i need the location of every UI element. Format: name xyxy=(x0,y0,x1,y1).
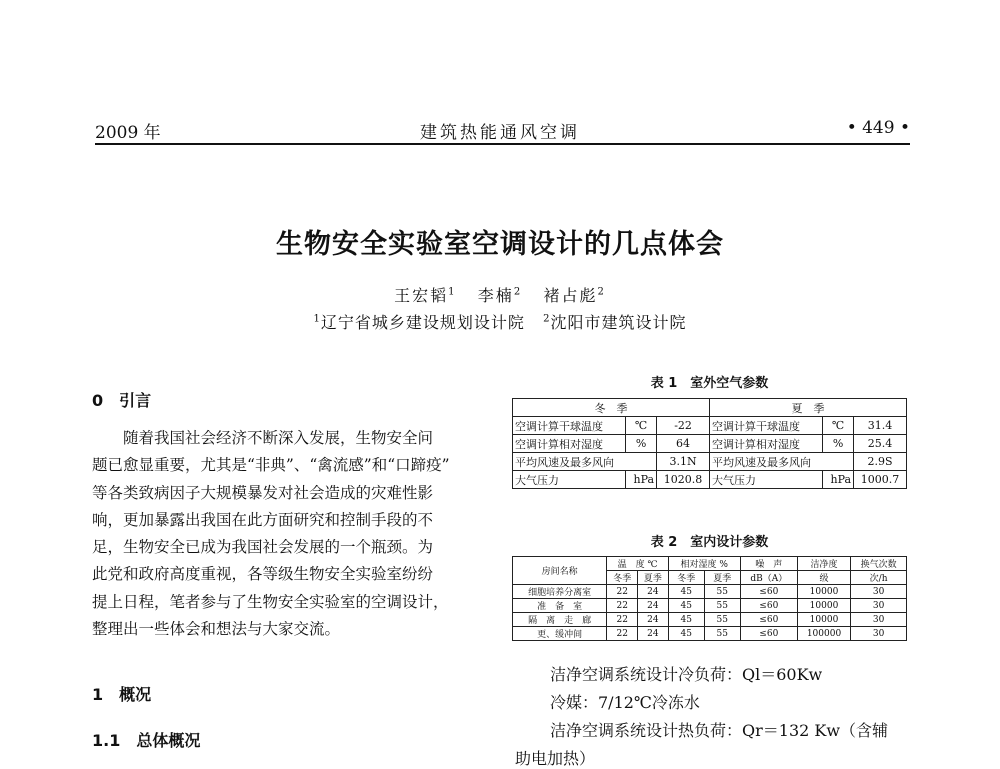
table-cell: 22 xyxy=(607,585,638,599)
table-cell: 30 xyxy=(851,613,907,627)
table-cell: 平均风速及最多风向 xyxy=(709,453,853,471)
table-head-room: 房间名称 xyxy=(513,557,607,585)
table-cell: 64 xyxy=(657,435,710,453)
table-cell: 更、缓冲间 xyxy=(513,627,607,641)
table-cell: ≤60 xyxy=(740,613,797,627)
table-head-summer: 夏季 xyxy=(638,571,669,585)
table-cell: hPa xyxy=(626,471,657,489)
table-head-winter: 冬季 xyxy=(668,571,704,585)
intro-line: 提上日程，笔者参与了生物安全实验室的空调设计， xyxy=(92,592,449,611)
header-journal: 建筑热能通风空调 xyxy=(420,123,580,143)
table-head-rh: 相对湿度 % xyxy=(668,557,740,571)
table-cell: 30 xyxy=(851,627,907,641)
table-cell: 1000.7 xyxy=(854,471,907,489)
table-cell: 平均风速及最多风向 xyxy=(513,453,657,471)
table-cell: 24 xyxy=(638,599,669,613)
affiliation-2: 沈阳市建筑设计院 xyxy=(550,313,687,332)
table-cell: 45 xyxy=(668,585,704,599)
table-cell: 45 xyxy=(668,599,704,613)
table-cell: 55 xyxy=(704,599,740,613)
header-rule xyxy=(95,143,910,145)
section-1-heading: 1 概况 xyxy=(92,685,152,704)
table-header-row xyxy=(513,557,907,571)
table-cell: 10000 xyxy=(797,613,850,627)
table-cell: 55 xyxy=(704,613,740,627)
table-cell: 100000 xyxy=(797,627,850,641)
table-cell: 25.4 xyxy=(854,435,907,453)
heating-load-line: 洁净空调系统设计热负荷：Qr＝132 Kw（含辅 xyxy=(550,721,889,740)
table-row xyxy=(513,627,907,641)
table-head-clean-unit: 级 xyxy=(797,571,850,585)
table-head-noise: 噪 声 xyxy=(740,557,797,571)
table-cell: 细胞培养分离室 xyxy=(513,585,607,599)
header-page: • 449 • xyxy=(846,118,910,138)
intro-line: 随着我国社会经济不断深入发展，生物安全问 xyxy=(123,429,434,447)
intro-line: 题已愈显重要，尤其是“非典”、“禽流感”和“口蹄疫” xyxy=(92,456,450,475)
table-cell: 大气压力 xyxy=(513,471,626,489)
intro-line: 此党和政府高度重视，各等级生物安全实验室纷纷 xyxy=(92,565,434,584)
table-head-temp: 温 度 ℃ xyxy=(607,557,668,571)
intro-line: 整理出一些体会和想法与大家交流。 xyxy=(92,620,341,639)
table-cell: 30 xyxy=(851,585,907,599)
table-cell: ≤60 xyxy=(740,627,797,641)
table-cell: -22 xyxy=(657,417,710,435)
table-cell: 24 xyxy=(638,613,669,627)
section-0-heading: 0 引言 xyxy=(92,391,152,410)
table-cell: 准 备 室 xyxy=(513,599,607,613)
table-cell: 22 xyxy=(607,599,638,613)
author-2: 李楠 xyxy=(477,286,514,305)
table-cell: 大气压力 xyxy=(709,471,822,489)
table-cell: ℃ xyxy=(626,417,657,435)
table-row xyxy=(513,585,907,599)
table-2-caption: 表 2 室内设计参数 xyxy=(650,535,769,550)
table-cell: 31.4 xyxy=(854,417,907,435)
table-cell: 10000 xyxy=(797,599,850,613)
table-cell: ≤60 xyxy=(740,585,797,599)
table-head-summer: 夏 季 xyxy=(709,399,906,417)
table-cell: 55 xyxy=(704,585,740,599)
table-cell: 2.9S xyxy=(854,453,907,471)
table-cell: % xyxy=(823,435,854,453)
table-head-winter: 冬 季 xyxy=(513,399,710,417)
author-1: 王宏韬 xyxy=(394,286,449,305)
table-head-winter: 冬季 xyxy=(607,571,638,585)
outdoor-air-table xyxy=(512,398,907,489)
cooling-load-line: 洁净空调系统设计冷负荷：Ql＝60Kw xyxy=(550,665,823,684)
table-head-clean: 洁净度 xyxy=(797,557,850,571)
table-row xyxy=(513,599,907,613)
intro-line: 响，更加暴露出我国在此方面研究和控制手段的不 xyxy=(92,510,434,529)
table-cell: 24 xyxy=(638,585,669,599)
table-cell: 3.1N xyxy=(657,453,710,471)
table-cell: 空调计算相对湿度 xyxy=(709,435,822,453)
table-row xyxy=(513,417,907,435)
table-cell: 隔 离 走 廊 xyxy=(513,613,607,627)
indoor-design-table xyxy=(512,556,907,641)
table-cell: 24 xyxy=(638,627,669,641)
header-year: 2009 年 xyxy=(95,123,161,143)
table-row xyxy=(513,435,907,453)
table-head-summer: 夏季 xyxy=(704,571,740,585)
table-cell: 22 xyxy=(607,613,638,627)
table-cell: 22 xyxy=(607,627,638,641)
authors: 王宏韬$^1$ 李楠$^2$ 褚占彪$^2$ xyxy=(394,286,606,305)
heating-load-line-cont: 助电加热） xyxy=(515,749,596,768)
table-cell: 空调计算相对湿度 xyxy=(513,435,626,453)
refrigerant-line: 冷媒：7/12℃冷冻水 xyxy=(550,693,700,712)
table-cell: 1020.8 xyxy=(657,471,710,489)
table-cell: ℃ xyxy=(823,417,854,435)
table-header-row xyxy=(513,399,907,417)
table-cell: 空调计算干球温度 xyxy=(513,417,626,435)
table-cell: 45 xyxy=(668,613,704,627)
table-row xyxy=(513,613,907,627)
section-1-1-heading: 1.1 总体概况 xyxy=(92,731,201,750)
table-head-ach-unit: 次/h xyxy=(851,571,907,585)
paper-title: 生物安全实验室空调设计的几点体会 xyxy=(276,229,724,260)
table-cell: 10000 xyxy=(797,585,850,599)
table-cell: % xyxy=(626,435,657,453)
table-cell: ≤60 xyxy=(740,599,797,613)
affiliation-1: 辽宁省城乡建设规划设计院 xyxy=(320,313,525,332)
intro-line: 等各类致病因子大规模暴发对社会造成的灾难性影 xyxy=(92,483,434,502)
affiliations: $^1$辽宁省城乡建设规划设计院 $^2$沈阳市建筑设计院 xyxy=(313,313,687,332)
author-3: 褚占彪 xyxy=(543,286,598,305)
intro-line: 足，生物安全已成为我国社会发展的一个瓶颈。为 xyxy=(92,538,434,557)
intro-paragraph xyxy=(92,425,502,643)
table-1-caption: 表 1 室外空气参数 xyxy=(650,376,769,391)
table-row xyxy=(513,453,907,471)
table-row xyxy=(513,471,907,489)
table-cell: 55 xyxy=(704,627,740,641)
table-cell: hPa xyxy=(823,471,854,489)
table-head-ach: 换气次数 xyxy=(851,557,907,571)
table-head-noise-unit: dB（A） xyxy=(740,571,797,585)
table-cell: 30 xyxy=(851,599,907,613)
table-cell: 45 xyxy=(668,627,704,641)
table-cell: 空调计算干球温度 xyxy=(709,417,822,435)
